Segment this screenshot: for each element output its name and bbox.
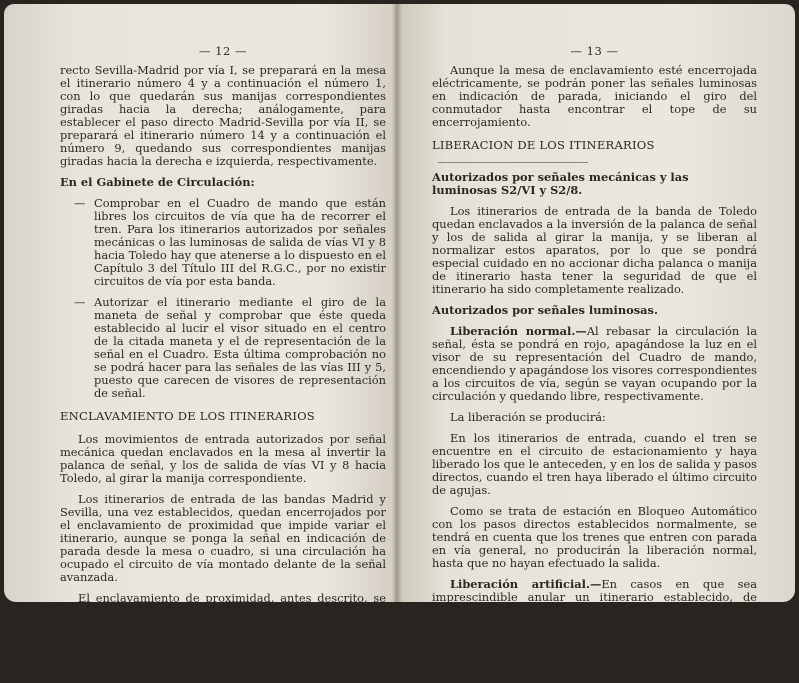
heading-gabinete: En el Gabinete de Circulación: xyxy=(60,175,255,189)
heading-mecanicas: Autorizados por señales mecánicas y las luminosas S2/VI y S2/8. xyxy=(432,170,689,197)
right-page xyxy=(400,4,795,669)
lead-liberacion-normal: Liberación normal.— xyxy=(450,324,587,338)
book-gutter xyxy=(392,4,402,602)
page-number-right: — 13 — xyxy=(570,44,619,58)
dash-bullet-icon: — xyxy=(74,295,86,309)
heading-luminosas: Autorizados por señales luminosas. xyxy=(432,303,658,317)
left-intro-paragraph: recto Sevilla-Madrid por vía I, se preparará en la mesa el itinerario número 4 y a continuación el número 1, con lo que quedarán sus manijas correspondientes giradas hacia la derecha; análogamente, para establecer el paso directo Madrid-Sevilla por vía II, se preparará el itinerario número 14 y a continuación el número 9, quedando sus correspondientes manijas giradas hacia la derecha e izquierda, respectivamente. xyxy=(60,63,386,168)
paragraph: La liberación se producirá: xyxy=(450,410,606,424)
bullet-text: Autorizar el itinerario mediante el giro de la maneta de señal y comprobar que éste queda establecido al lucir el visor situado en el centro de la citada maneta y el de representación de la señal en el Cuadro. Esta última comprobación no se podrá hacer para las señales de las vías III y 5, puesto que carecen de visores de representación de señal. xyxy=(94,295,386,400)
heading-enclavamiento: ENCLAVAMIENTO DE LOS ITINERARIOS xyxy=(60,409,315,423)
dash-bullet-icon: — xyxy=(74,196,86,210)
left-page xyxy=(4,4,400,683)
paragraph: En los itinerarios de entrada, cuando el tren se encuentre en el circuito de estacionamiento y haya liberado los que le anteceden, y en los de salida y pasos directos, cuando el tren haya liberado el último circuito de agujas. xyxy=(432,431,757,497)
divider xyxy=(438,162,588,163)
bullet-item xyxy=(74,197,386,288)
text-liberacion-normal: Al rebasar la circulación la señal, ésta se pondrá en rojo, apagándose la luz en el visor de su representación del Cuadro de mando, encendiendo y apagándose los visores correspondientes a los circuitos de vía, según se vayan ocupando por la circulación y quedando libre, respectivamente. xyxy=(432,324,757,403)
paragraph-liberacion-normal xyxy=(432,325,757,403)
text-liberacion-artificial: En casos en que sea imprescindible anular un itinerario establecido, de entrada o paso directo, autorizado por señales luminosas para formar otro nuevo movimiento, se procederá a poner en indicación de parada la señal que lo autorizaba, con lo que el itinerario queda anulado si la circu- xyxy=(432,577,757,669)
bullet-text: Comprobar en el Cuadro de mando que están libres los circuitos de vía que ha de recorrer el tren. Para los itinerarios autorizados por señales mecánicas o las luminosas de salida de vías VI y 8 hacia Toledo hay que atenerse a lo dispuesto en el Capítulo 3 del Título III del R.G.C., por no existir circuitos de vía por esta banda. xyxy=(94,196,386,288)
heading-liberacion: LIBERACION DE LOS ITINERARIOS xyxy=(432,138,655,152)
page-number-left: — 12 — xyxy=(199,44,247,58)
paragraph: Como se trata de estación en Bloqueo Automático con los pasos directos establecidos normalmente, se tendrá en cuenta que los trenes que entren con parada en vía general, no producirán la liberación normal, hasta que no hayan efectuado la salida. xyxy=(432,504,757,570)
paragraph: Los itinerarios de entrada de la banda de Toledo quedan enclavados a la inversión de la palanca de señal y los de salida al girar la manija, y se liberan al normalizar estos aparatos, por lo que se pondrá especial cuidado en no accionar dicha palanca o manija de itinerario hasta tener la seguridad de que el itinerario ha sido completamente realizado. xyxy=(432,204,757,296)
paragraph: El enclavamiento de proximidad, antes descrito, se complementa eléctricamente con el enclavamiento de ruta, que impide el accionamiento de las palancas de agujas incluidas en el itinerario, aunque quede libre el circuito de proximidad y se hayan puesto en indicación de parada a las señales, mientras no se recorra toda la ruta, según se explica en el siguiente apartado. xyxy=(60,591,386,683)
lead-liberacion-artificial: Liberación artificial.— xyxy=(450,577,602,591)
right-intro-paragraph: Aunque la mesa de enclavamiento esté encerrojada eléctricamente, se podrán poner las señales luminosas en indicación de parada, iniciando el giro del conmutador hasta encontrar el tope de su encerrojamiento. xyxy=(432,63,757,129)
bullet-item xyxy=(74,296,386,400)
paragraph-liberacion-artificial xyxy=(432,578,757,669)
paragraph: Los itinerarios de entrada de las bandas Madrid y Sevilla, una vez establecidos, quedan encerrojados por el enclavamiento de proximidad que impide variar el itinerario, aunque se ponga la señal en indicación de parada desde la mesa o cuadro, si una circulación ha ocupado el circuito de vía montado delante de la señal avanzada. xyxy=(60,492,386,584)
paragraph: Los movimientos de entrada autorizados por señal mecánica quedan enclavados en la mesa al invertir la palanca de señal, y los de salida de vías VI y 8 hacia Toledo, al girar la manija correspondiente. xyxy=(60,432,386,485)
